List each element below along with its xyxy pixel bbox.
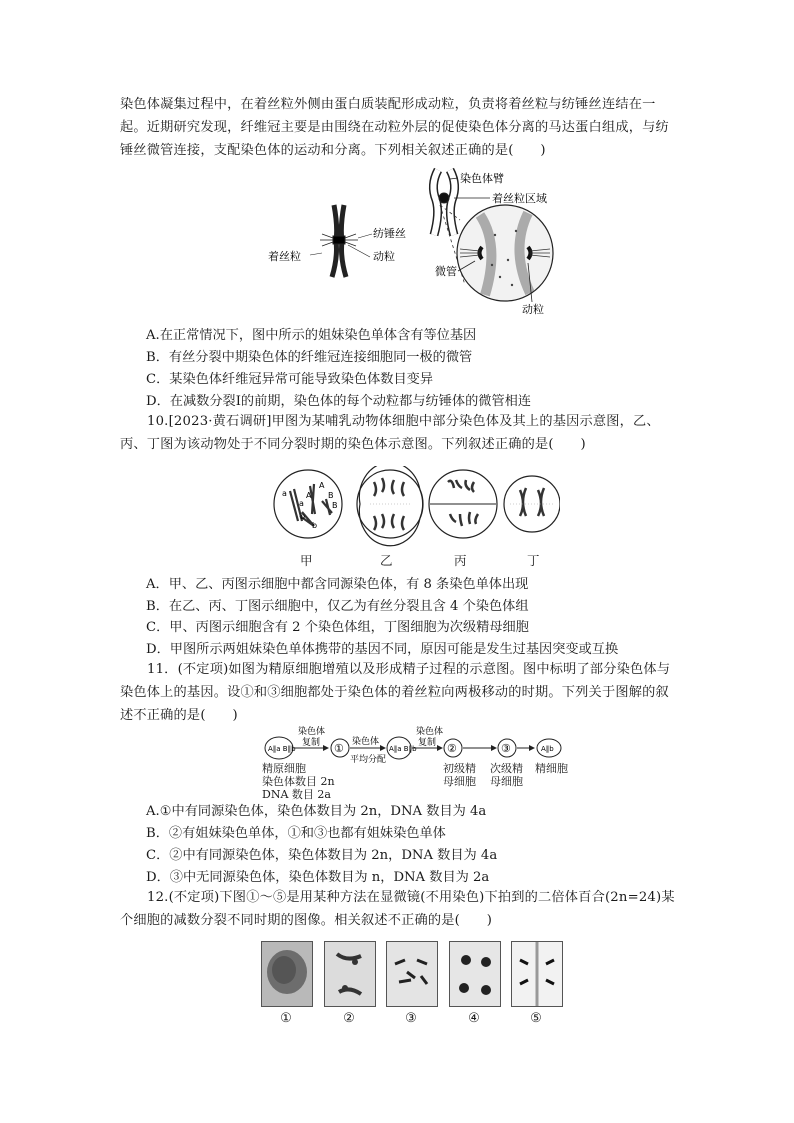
gene-label: a bbox=[282, 489, 287, 498]
label-primary-1: 初级精 bbox=[443, 762, 476, 775]
q10-option-a: A．甲、乙、丙图示细胞中都含同源染色体，有 8 条染色单体出现 bbox=[146, 577, 529, 592]
cell-label-bing: 丙 bbox=[454, 553, 467, 568]
dup2-line-a: 染色体 bbox=[416, 727, 444, 737]
q9-option-b: B．有丝分裂中期染色体的纤维冠连接细胞同一极的微管 bbox=[146, 350, 473, 365]
label-chromosome-arm: 染色体臂 bbox=[460, 172, 504, 185]
label-centromere: 着丝粒 bbox=[268, 250, 301, 263]
cell-3-num: ③ bbox=[501, 742, 511, 755]
label-dna-number: DNA 数目 2a bbox=[262, 788, 331, 801]
cell-ding bbox=[504, 476, 560, 532]
kinetochore-diagram bbox=[260, 165, 560, 320]
q11-option-c: C．②中有同源染色体，染色体数目为 2n，DNA 数目为 4a bbox=[146, 848, 498, 863]
micrograph-label-5: ⑤ bbox=[530, 1011, 542, 1026]
cell-division-diagram bbox=[270, 466, 560, 566]
q11-option-b: B．②有姐妹染色单体，①和③也都有姐妹染色单体 bbox=[146, 826, 446, 841]
q10-figure bbox=[270, 466, 560, 566]
cell-1-num: ① bbox=[334, 742, 344, 755]
split-line-a: 染色体 bbox=[352, 737, 380, 747]
q10-option-b: B．在乙、丙、丁图示细胞中，仅乙为有丝分裂且含 4 个染色体组 bbox=[146, 599, 529, 614]
gene-label: A bbox=[319, 481, 325, 490]
cell-label-ding: 丁 bbox=[527, 553, 540, 568]
q9-stem: 染色体凝集过程中，在着丝粒外侧由蛋白质装配形成动粒，负责将着丝粒与纺锤丝连结在一起。近期研究发现，纤维冠主要是由围绕在动粒外层的促使染色体分离的马达蛋白组成，与纺锤丝微管连接，支配染色体的运动和分离。下列相关叙述正确的是( ) bbox=[120, 97, 669, 158]
cell-label-jia: 甲 bbox=[300, 553, 313, 568]
cell-yi bbox=[357, 466, 423, 546]
q10-stem: 10.[2023·黄石调研]甲图为某哺乳动物体细胞中部分染色体及其上的基因示意图，乙、丙、丁图为该动物处于不同分裂时期的染色体示意图。下列叙述正确的是( ) bbox=[120, 414, 660, 452]
micrograph-5-image bbox=[512, 942, 562, 1006]
dup1-line-b: 复制 bbox=[302, 738, 321, 748]
q11-option-d: D．③中无同源染色体，染色体数目为 n，DNA 数目为 2a bbox=[146, 870, 490, 885]
cell-jia bbox=[274, 470, 342, 538]
q9-option-c: C．某染色体纤维冠异常可能导致染色体数目变异 bbox=[146, 372, 434, 387]
cell-2-num: ② bbox=[447, 742, 457, 755]
micrograph-label-1: ① bbox=[280, 1011, 292, 1026]
dup2-line-b: 复制 bbox=[418, 738, 437, 748]
micrograph-2-image bbox=[325, 942, 375, 1006]
genes-spermatogonium: A‖a B‖b bbox=[268, 745, 296, 753]
q10-option-c: C．甲、丙图示细胞含有 2 个染色体组，丁图细胞为次级精母细胞 bbox=[146, 620, 529, 635]
q9-option-a: A.在正常情况下，图中所示的姐妹染色单体含有等位基因 bbox=[146, 328, 477, 343]
genes-sperm: A‖b bbox=[541, 745, 554, 753]
gene-label: a bbox=[299, 499, 304, 508]
micrograph-label-2: ② bbox=[343, 1011, 355, 1026]
micrograph-4-image bbox=[450, 942, 500, 1006]
cell-label-yi: 乙 bbox=[380, 553, 393, 568]
micrograph-1 bbox=[261, 941, 313, 1007]
magnified-view bbox=[457, 205, 553, 301]
label-spermatogonium: 精原细胞 bbox=[262, 762, 306, 775]
label-chromosome-number: 染色体数目 2n bbox=[262, 775, 335, 788]
micrograph-4 bbox=[449, 941, 501, 1007]
micrograph-3 bbox=[386, 941, 438, 1007]
micrograph-2 bbox=[324, 941, 376, 1007]
gene-label: B bbox=[328, 491, 334, 500]
label-microtubule: 微管 bbox=[435, 265, 457, 278]
chromosome-large bbox=[433, 170, 454, 235]
q9-figure bbox=[260, 165, 560, 320]
label-primary-2: 母细胞 bbox=[443, 775, 476, 788]
q10-option-d: D．甲图所示两姐妹染色单体携带的基因不同，原因可能是发生过基因突变或互换 bbox=[146, 642, 619, 657]
label-spindle-fiber: 纺锤丝 bbox=[373, 227, 406, 240]
gene-label: B bbox=[332, 501, 338, 510]
micrograph-label-3: ③ bbox=[405, 1011, 417, 1026]
micrograph-1-image bbox=[262, 942, 312, 1006]
micrograph-5 bbox=[511, 941, 563, 1007]
split-line-b: 平均分配 bbox=[350, 755, 387, 765]
cell-bing bbox=[429, 470, 497, 538]
gene-label: b bbox=[312, 521, 318, 530]
chromosome-small bbox=[310, 205, 372, 277]
q9-option-d: D．在减数分裂Ⅰ的前期，染色体的每个动粒都与纺锤体的微管相连 bbox=[146, 394, 532, 409]
dup1-line-a: 染色体 bbox=[298, 727, 326, 737]
label-centromere-region: 着丝粒区域 bbox=[492, 192, 547, 205]
genes-intermediate: A‖a B‖b bbox=[389, 745, 417, 753]
micrograph-3-image bbox=[387, 942, 437, 1006]
micrograph-label-4: ④ bbox=[468, 1011, 480, 1026]
label-kinetochore-right: 动粒 bbox=[522, 303, 544, 316]
q11-option-a: A.①中有同源染色体，染色体数目为 2n，DNA 数目为 4a bbox=[146, 804, 487, 819]
label-secondary-2: 母细胞 bbox=[490, 775, 523, 788]
gene-label: A bbox=[306, 491, 312, 500]
q11-stem: 11．(不定项)如图为精原细胞增殖以及形成精子过程的示意图。图中标明了部分染色体与染色体上的基因。设①和③细胞都处于染色体的着丝粒向两极移动的时期。下列关于图解的叙述不正确的是( ) bbox=[120, 662, 671, 723]
label-secondary-1: 次级精 bbox=[490, 762, 523, 775]
q12-stem: 12.(不定项)下图①～⑤是用某种方法在显微镜(不用染色)下拍到的二倍体百合(2n=24)某个细胞的减数分裂不同时期的图像。相关叙述不正确的是( ) bbox=[120, 890, 675, 928]
label-sperm: 精细胞 bbox=[535, 762, 568, 775]
label-kinetochore-left: 动粒 bbox=[373, 250, 395, 263]
gene-label: b bbox=[300, 512, 306, 521]
